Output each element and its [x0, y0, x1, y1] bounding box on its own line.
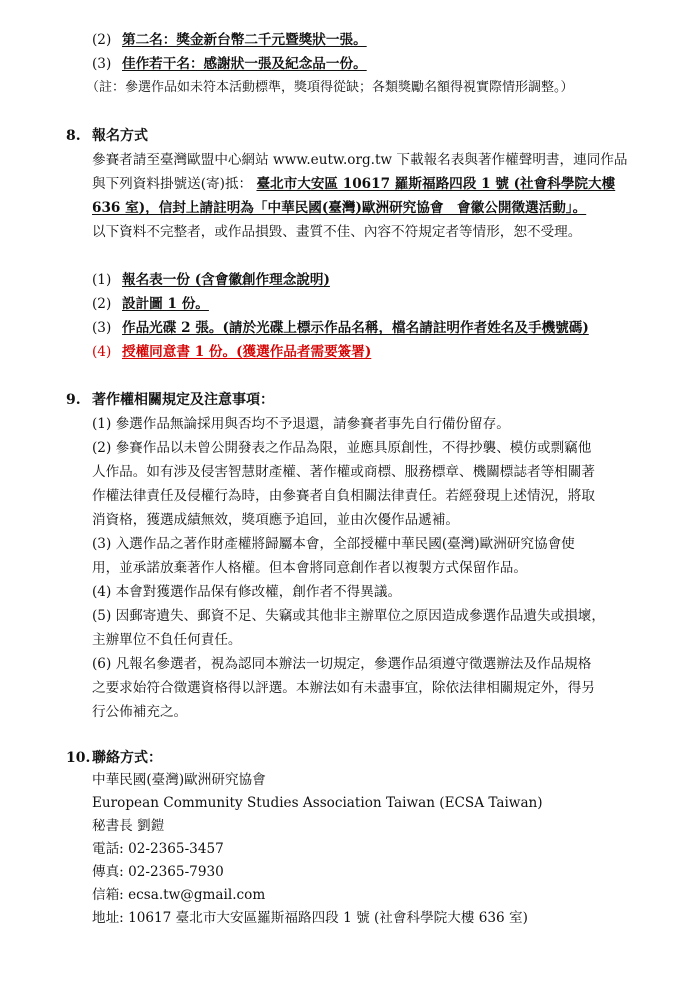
section8-para-line1: 參賽者請至臺灣歐盟中心網站 www.eutw.org.tw 下載報名表與著作權聲明書，連同作品	[92, 152, 628, 168]
section8-para-line2	[92, 174, 615, 194]
section8-number: 8.	[66, 128, 81, 144]
section8-item-3-text: 作品光碟 2 張。(請於光碟上標示作品名稱，檔名請註明作者姓名及手機號碼)	[122, 320, 589, 336]
award-second-number: (2)	[92, 32, 112, 48]
section9-line: 作權法律責任及侵權行為時，由參賽者自負相關法律責任。若經發現上述情況，將取	[92, 488, 595, 504]
section9-line: 用，並承諾放棄著作人格權。但本會將同意創作者以複製方式保留作品。	[92, 560, 527, 576]
section9-line: (4) 本會對獲選作品保有修改權，創作者不得異議。	[92, 584, 402, 600]
section9-line: 人作品。如有涉及侵害智慧財產權、著作權或商標、服務標章、機關標誌者等相關著	[92, 464, 595, 480]
contact-org-name: 中華民國(臺灣)歐洲研究協會	[92, 772, 266, 788]
section9-line: (6) 凡報名參選者，視為認同本辦法一切規定，參選作品須遵守徵選辦法及作品規格	[92, 656, 592, 672]
section9-line: (3) 入選作品之著作財產權將歸屬本會，全部授權中華民國(臺灣)歐洲研究協會使	[92, 536, 575, 552]
section9-line: (5) 因郵寄遺失、郵資不足、失竊或其他非主辦單位之原因造成參選作品遺失或損壞，	[92, 608, 605, 624]
contact-email: 信箱: ecsa.tw@gmail.com	[92, 887, 266, 903]
award-note: （註：參選作品如未符本活動標準，獎項得從缺；各類獎勵名額得視實際情形調整。）	[86, 80, 574, 95]
section8-item-1-number: (1)	[92, 272, 112, 288]
section8-item-4-number: (4)	[92, 344, 112, 360]
section10-number: 10.	[66, 750, 91, 766]
award-honor-number: (3)	[92, 56, 112, 72]
award-second-text: 第二名：獎金新台幣二千元暨獎狀一張。	[122, 32, 367, 48]
contact-org-english-name: European Community Studies Association Taiwan (ECSA Taiwan)	[92, 795, 543, 811]
section9-line: 行公佈補充之。	[92, 704, 188, 720]
section8-address-bold: 臺北市大安區 10617 羅斯福路四段 1 號 (社會科學院大樓	[256, 176, 616, 192]
section8-title: 報名方式	[92, 128, 148, 144]
section8-item-4-text: 授權同意書 1 份。(獲選作品者需要簽署)	[122, 344, 372, 360]
section8-item-3-number: (3)	[92, 320, 112, 336]
section9-number: 9.	[66, 392, 81, 408]
section9-line: 消資格，獲選成績無效，獎項應予追回，並由次優作品遞補。	[92, 512, 460, 528]
contact-address: 地址: 10617 臺北市大安區羅斯福路四段 1 號 (社會科學院大樓 636 室)	[92, 910, 528, 926]
section9-line: (2) 參賽作品以未曾公開發表之作品為限，並應具原創性，不得抄襲、模仿或剽竊他	[92, 440, 592, 456]
contact-secretary: 秘書長 劉鎧	[92, 818, 165, 834]
contact-fax: 傳真: 02-2365-7930	[92, 864, 224, 880]
section8-para-line4: 以下資料不完整者，或作品損毀、畫質不佳、內容不符規定者等情形，恕不受理。	[92, 224, 582, 240]
section9-line: (1) 參選作品無論採用與否均不予退還，請參賽者事先自行備份留存。	[92, 416, 510, 432]
section8-item-1-text: 報名表一份 (含會徽創作理念說明)	[122, 272, 330, 288]
section8-para-line2-plain: 與下列資料掛號送(寄)抵：	[92, 176, 253, 192]
section8-para-line3: 636 室)，信封上請註明為「中華民國(臺灣)歐洲研究協會 會徽公開徵選活動」。	[92, 200, 587, 216]
section10-title: 聯絡方式：	[92, 750, 162, 766]
section9-line: 主辦單位不負任何責任。	[92, 632, 242, 648]
section8-item-2-number: (2)	[92, 296, 112, 312]
section8-item-2-text: 設計圖 1 份。	[122, 296, 209, 312]
section9-line: 之要求始符合徵選資格得以評選。本辦法如有未盡事宜，除依法律相關規定外，得另	[92, 680, 595, 696]
section9-title: 著作權相關規定及注意事項：	[92, 392, 274, 408]
award-honor-text: 佳作若干名：感謝狀一張及紀念品一份。	[122, 56, 367, 72]
contact-phone: 電話: 02-2365-3457	[92, 841, 224, 857]
